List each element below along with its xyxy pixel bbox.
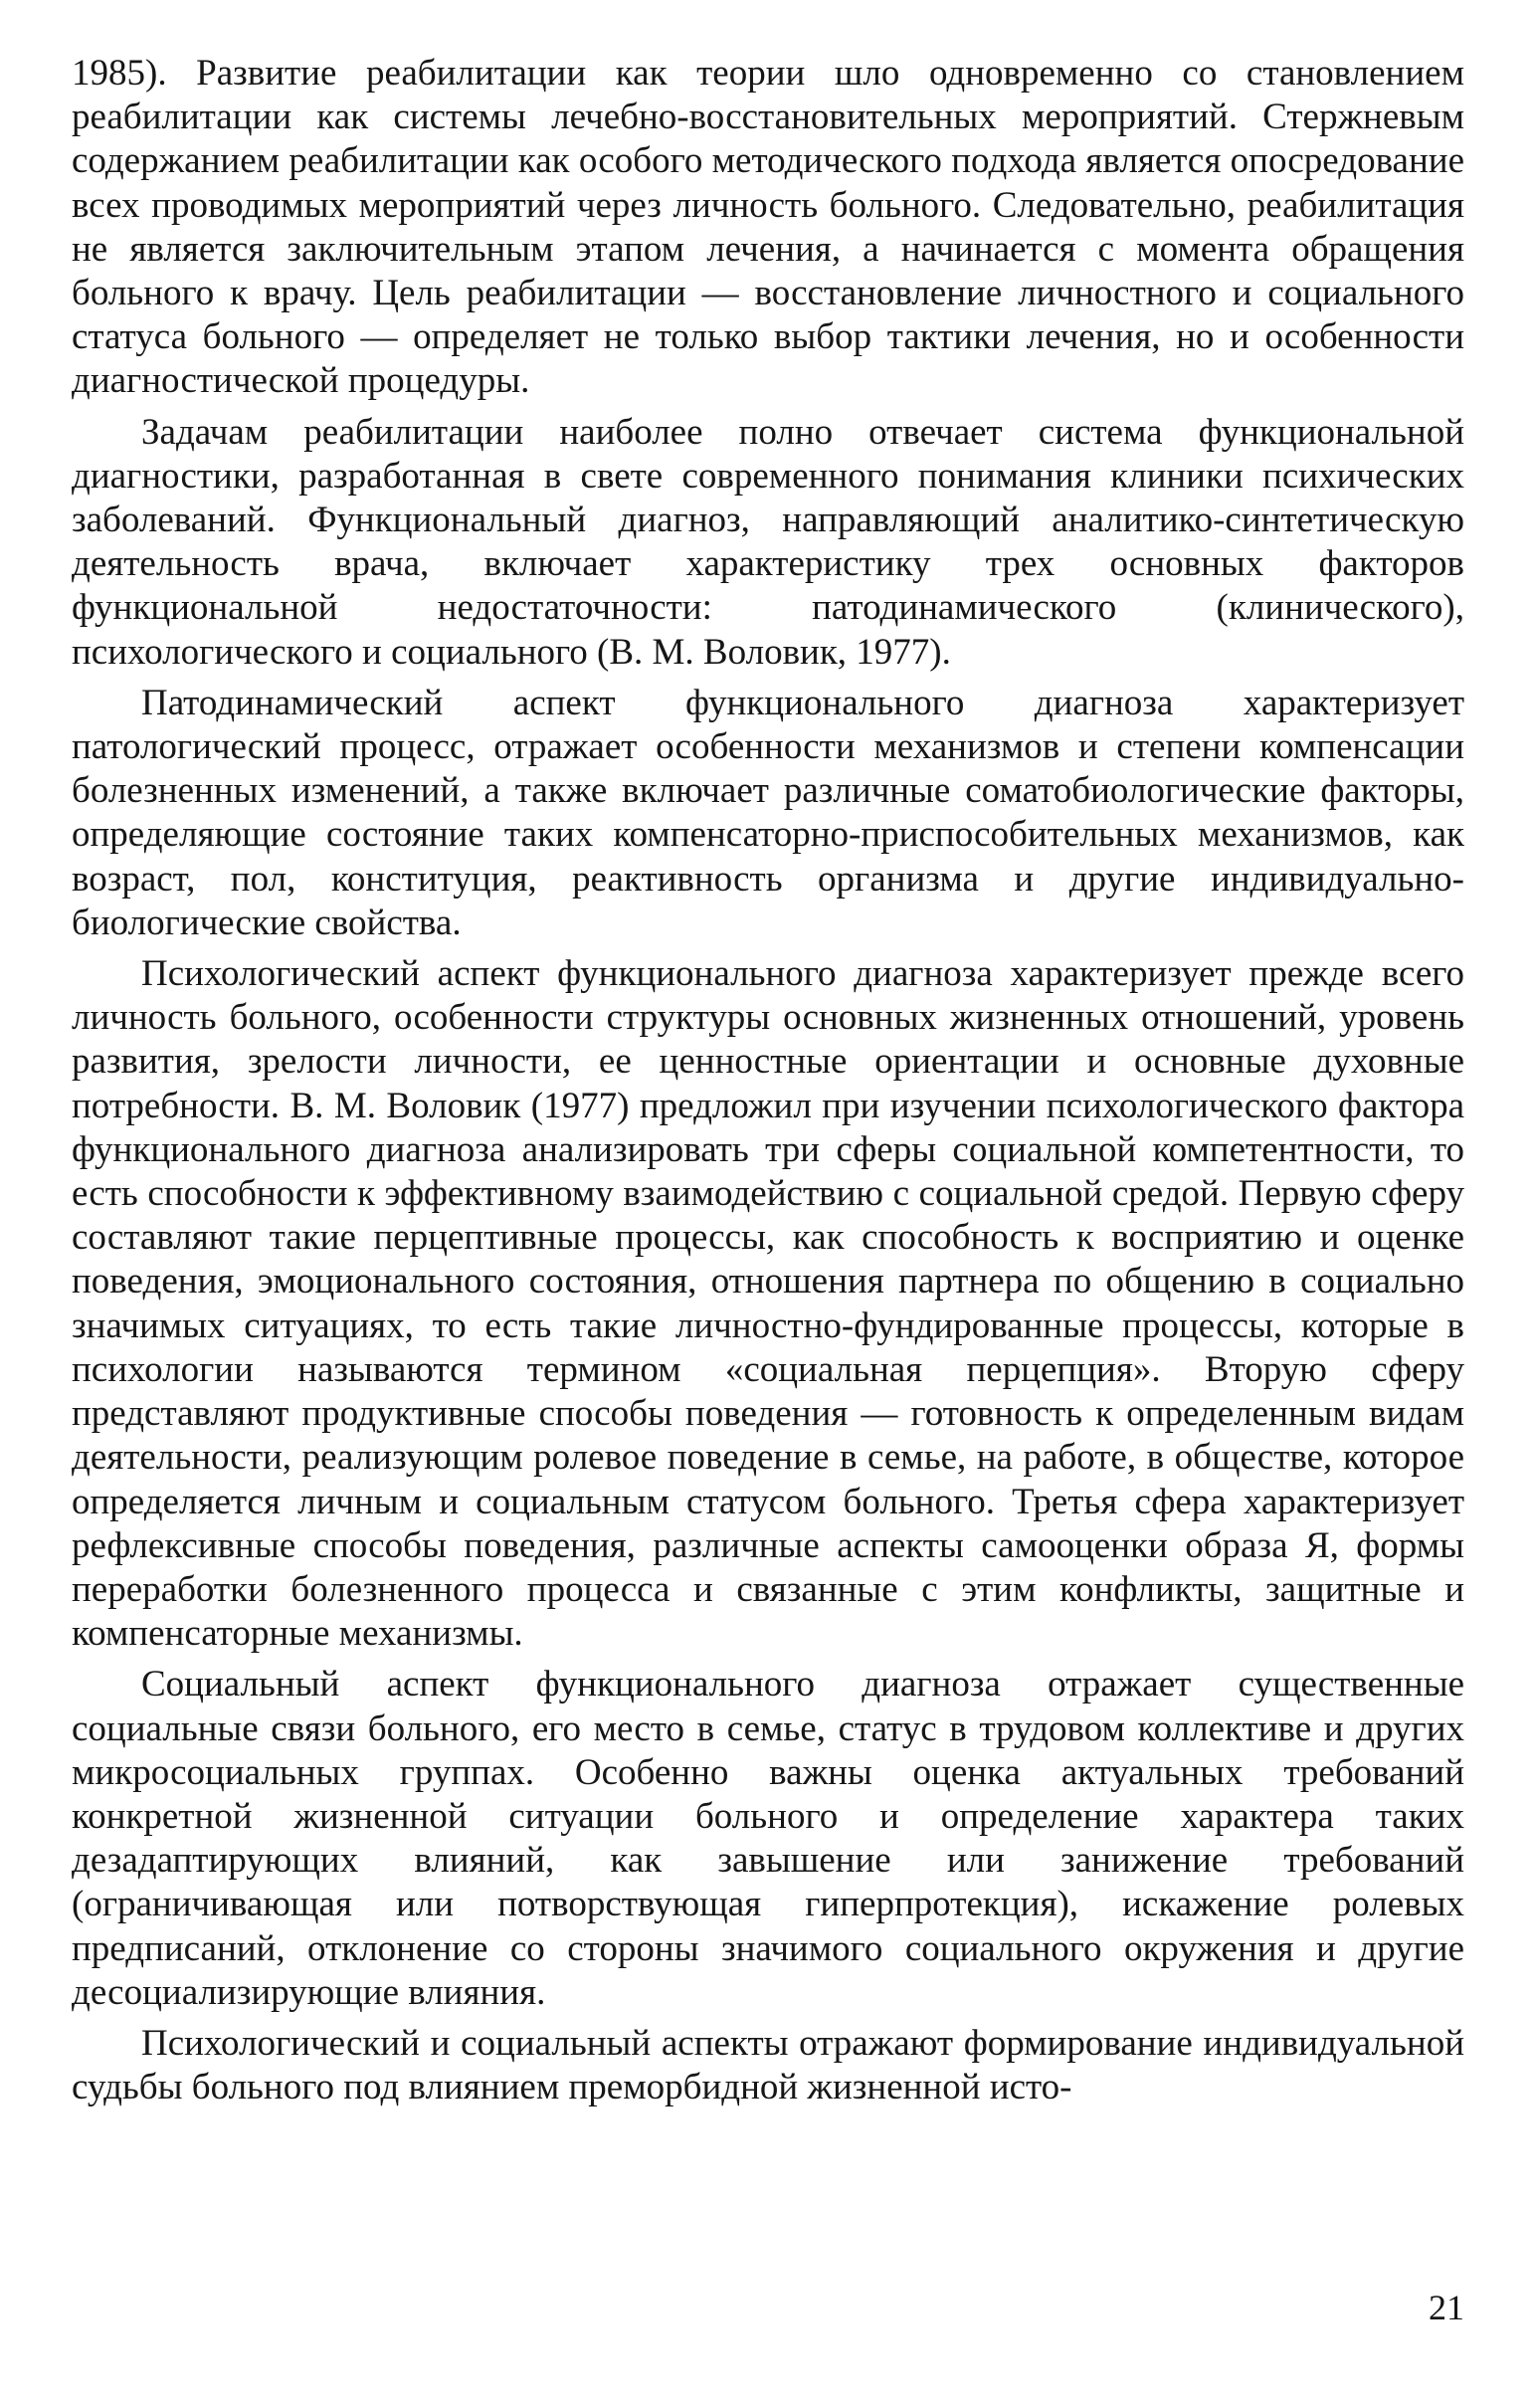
paragraph-final: Психологический и социальный аспекты отражают формирование индивидуальной судьбы больного под влиянием преморбидной жизненной исто- xyxy=(72,2022,1464,2108)
paragraph-functional-diagnostics: Задачам реабилитации наиболее полно отвечает система функциональной диагностики, разработанная в свете современного понимания клиники психических заболеваний. Функциональный диагноз, направляющий аналитико-синтетическую деятельность врача, включает характеристику трех основных факторов функциональной недостаточности: патодинамического (клинического), психологического и социального (В. М. Воловик, 1977). xyxy=(72,411,1464,673)
page-body xyxy=(72,52,1464,2116)
paragraph-pathodynamic-aspect: Патодинамический аспект функционального диагноза характеризует патологический процесс, отражает особенности механизмов и степени компенсации болезненных изменений, а также включает различные соматобиологические факторы, определяющие состояние таких компенсаторно-приспособительных механизмов, как возраст, пол, конституция, реактивность организма и другие индивидуально-биологические свойства. xyxy=(72,682,1464,943)
paragraph-continuation: 1985). Развитие реабилитации как теории шло одновременно со становлением реабилитации как системы лечебно-восстановительных мероприятий. Стержневым содержанием реабилитации как особого методического подхода является опосредование всех проводимых мероприятий через личность больного. Следовательно, реабилитация не является заключительным этапом лечения, а начинается с момента обращения больного к врачу. Цель реабилитации — восстановление личностного и социального статуса больного — определяет не только выбор тактики лечения, но и особенности диагностической процедуры. xyxy=(72,53,1464,402)
paragraph-psychological-aspect: Психологический аспект функционального диагноза характеризует прежде всего личность больного, особенности структуры основных жизненных отношений, уровень развития, зрелости личности, ее ценностные ориентации и основные духовные потребности. В. М. Воловик (1977) предложил при изучении психологического фактора функционального диагноза анализировать три сферы социальной компетентности, то есть способности к эффективному взаимодействию с социальной средой. Первую сферу составляют такие перцептивные процессы, как способность к восприятию и оценке поведения, эмоционального состояния, отношения партнера по общению в социально значимых ситуациях, то есть такие личностно-фундированные процессы, которые в психологии называются термином «социальная перцепция». Вторую сферу представляют продуктивные способы поведения — готовность к определенным видам деятельности, реализующим ролевое поведение в семье, на работе, в обществе, которое определяется личным и социальным статусом больного. Третья сфера характеризует рефлексивные способы поведения, различные аспекты самооценки образа Я, формы переработки болезненного процесса и связанные с этим конфликты, защитные и компенсаторные механизмы. xyxy=(72,953,1464,1655)
page-number: 21 xyxy=(1429,2288,1464,2327)
paragraph-social-aspect: Социальный аспект функционального диагноза отражает существенные социальные связи больного, его место в семье, статус в трудовом коллективе и других микросоциальных группах. Особенно важны оценка актуальных требований конкретной жизненной ситуации больного и определение характера таких дезадаптирующих влияний, как завышение или занижение требований (ограничивающая или потворствующая гиперпротекция), искажение ролевых предписаний, отклонение со стороны значимого социального окружения и другие десоциализирующие влияния. xyxy=(72,1664,1464,2013)
